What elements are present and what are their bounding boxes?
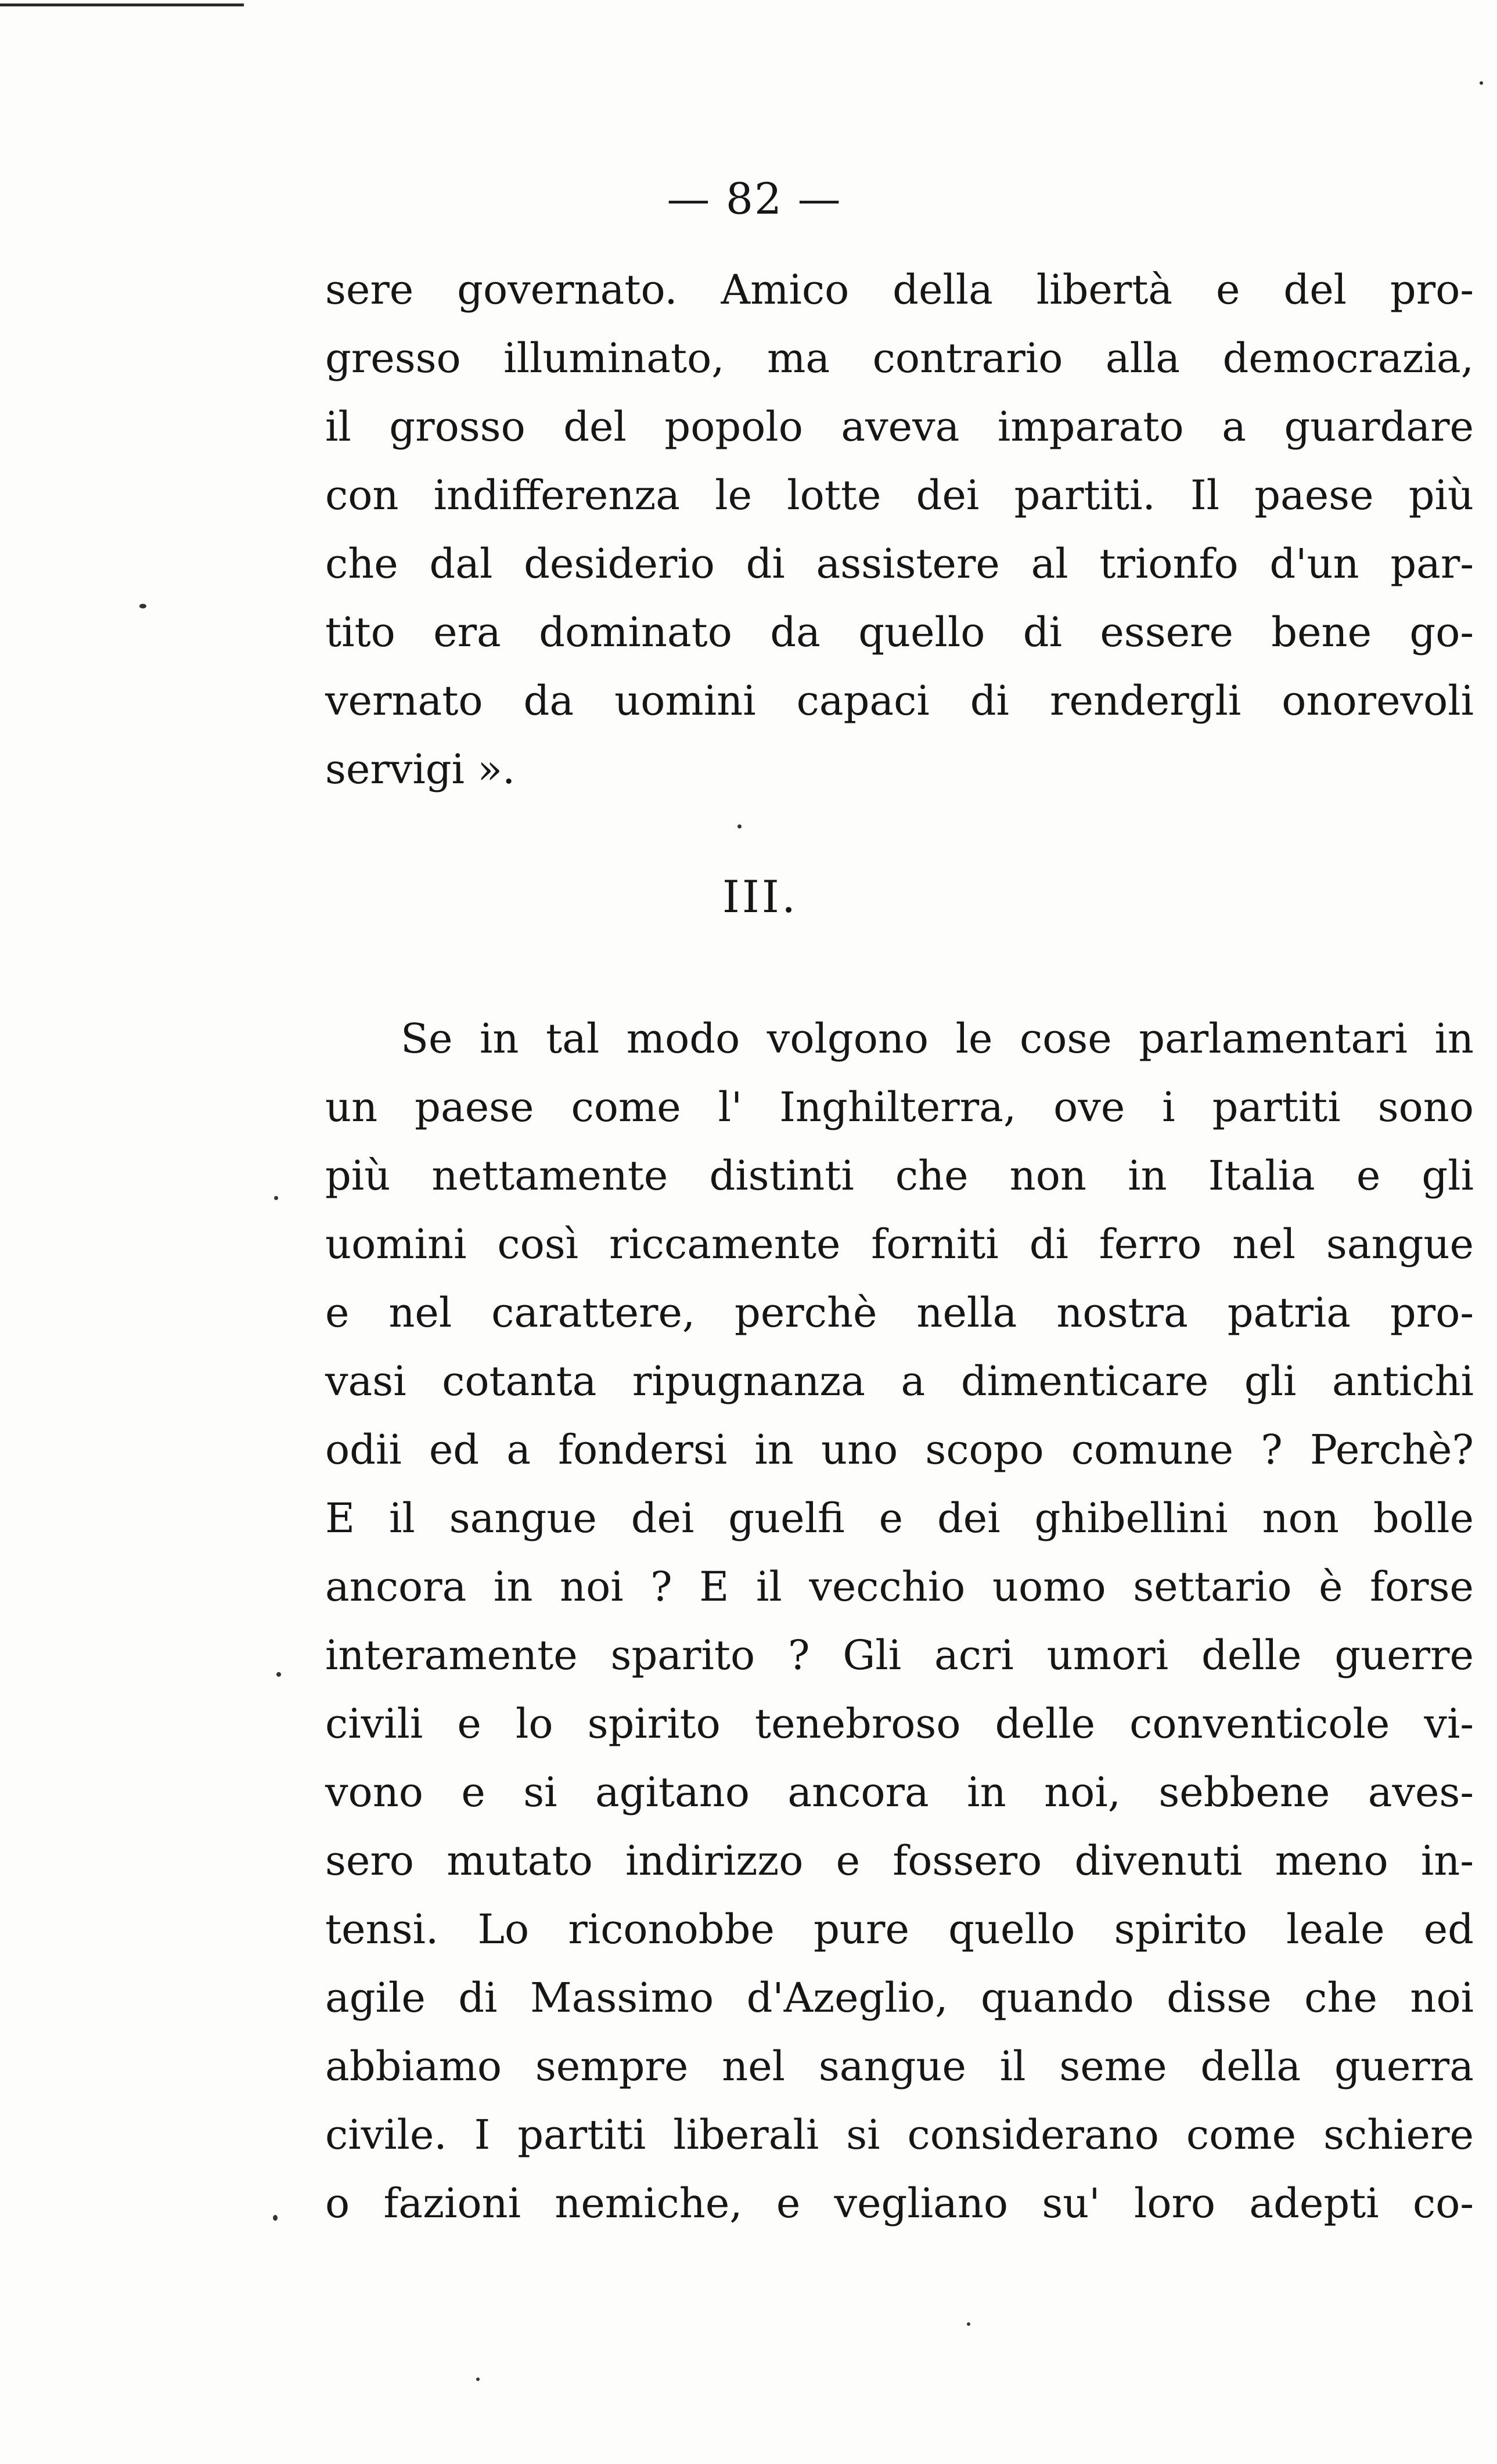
text-line: con indifferenza le lotte dei partiti. Il paese più [325, 471, 1474, 519]
text-line: E il sangue dei guelfi e dei ghibellini non bolle [325, 1494, 1474, 1542]
text-line: e nel carattere, perchè nella nostra patria pro- [325, 1289, 1474, 1337]
text-line: servigi ». [325, 745, 516, 793]
text-line: più nettamente distinti che non in Italia e gli [325, 1152, 1474, 1199]
text-line: vono e si agitano ancora in noi, sebbene aves- [325, 1768, 1474, 1816]
text-line: tensi. Lo riconobbe pure quello spirito leale ed [325, 1905, 1474, 1953]
text-line: civili e lo spirito tenebroso delle conventicole vi- [325, 1700, 1474, 1748]
text-line: Se in tal modo volgono le cose parlamentari in [401, 1015, 1474, 1062]
scan-speck [276, 1672, 281, 1677]
top-rule [0, 3, 244, 6]
text-line: vasi cotanta ripugnanza a dimenticare gli antichi [325, 1357, 1474, 1405]
text-line: gresso illuminato, ma contrario alla democrazia, [325, 334, 1474, 382]
text-line: che dal desiderio di assistere al trionfo d'un par- [325, 540, 1474, 588]
text-line: uomini così riccamente forniti di ferro nel sangue [325, 1220, 1474, 1268]
text-line: ancora in noi ? E il vecchio uomo settario è forse [325, 1563, 1474, 1611]
text-line: o fazioni nemiche, e vegliano su' loro adepti co- [325, 2180, 1474, 2227]
section-heading: III. [722, 871, 798, 923]
paragraph-1 [325, 255, 1474, 804]
text-line: sere governato. Amico della libertà e del pro- [325, 266, 1474, 314]
scan-speck [273, 2215, 278, 2221]
text-line: abbiamo sempre nel sangue il seme della guerra [325, 2042, 1474, 2090]
page-number: — 82 — [667, 174, 842, 224]
text-line: interamente sparito ? Gli acri umori delle guerre [325, 1631, 1474, 1679]
scan-speck [967, 2322, 970, 2326]
paragraph-2 [325, 1004, 1474, 2238]
scan-speck [274, 1196, 278, 1200]
text-line: il grosso del popolo aveva imparato a guardare [325, 403, 1474, 451]
text-line: odii ed a fondersi in uno scopo comune ? Perchè? [325, 1426, 1474, 1474]
text-line: un paese come l' Inghilterra, ove i partiti sono [325, 1083, 1474, 1131]
text-line: sero mutato indirizzo e fossero divenuti meno in- [325, 1837, 1474, 1885]
text-line: civile. I partiti liberali si considerano come schiere [325, 2111, 1474, 2159]
text-line: tito era dominato da quello di essere bene go- [325, 608, 1474, 656]
text-line: vernato da uomini capaci di rendergli onorevoli [325, 677, 1474, 725]
scan-speck [1480, 81, 1483, 85]
scan-speck [737, 824, 742, 828]
scan-speck [476, 2377, 480, 2381]
scan-speck [139, 604, 146, 608]
text-line: agile di Massimo d'Azeglio, quando disse che noi [325, 1974, 1474, 2022]
